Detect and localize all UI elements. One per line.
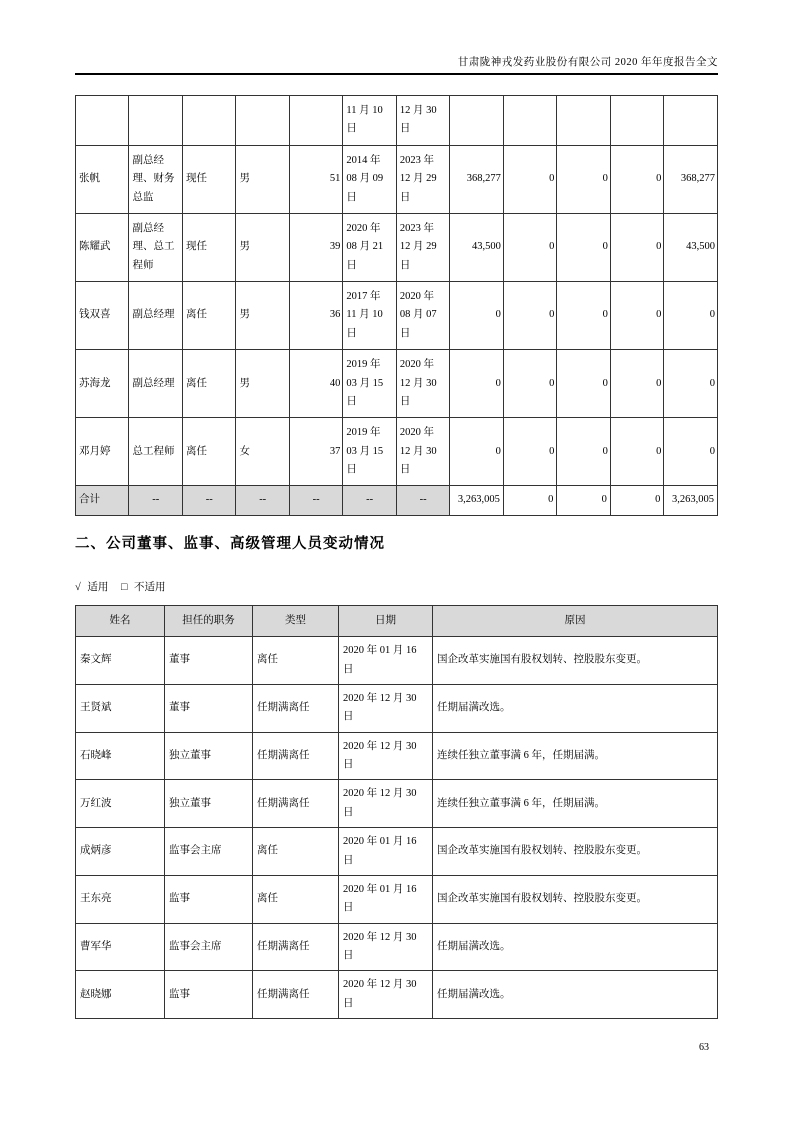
section-heading: 二、公司董事、监事、高级管理人员变动情况: [75, 535, 385, 552]
checkbox-empty-icon: □: [121, 581, 128, 593]
table-cell: 0: [503, 213, 556, 281]
table-cell: 国企改革实施国有股权划转、控股股东变更。: [433, 875, 718, 923]
table-cell: [450, 96, 503, 146]
table-cell: 37: [289, 418, 342, 486]
table-cell: 监事: [165, 971, 253, 1019]
not-applicable-label: 不适用: [133, 581, 166, 593]
table-cell: 0: [503, 282, 556, 350]
table-row: [76, 875, 718, 923]
table-cell: 离任: [182, 282, 235, 350]
table-cell: 0: [503, 418, 556, 486]
remuneration-rows-body: [76, 145, 718, 486]
table-cell: 离任: [253, 637, 339, 685]
table-cell: 独立董事: [165, 732, 253, 780]
table-cell: 0: [610, 418, 663, 486]
table-cell: [557, 96, 610, 146]
applicability-line: [75, 579, 718, 594]
table-cell: 3,263,005: [450, 486, 503, 515]
table-cell: 监事会主席: [165, 828, 253, 876]
table-cell: 0: [610, 350, 663, 418]
table-cell: 副总经理: [129, 282, 182, 350]
table-cell: --: [236, 486, 289, 515]
table-cell: 王东亮: [76, 875, 165, 923]
table-cell: 0: [610, 486, 663, 515]
table-cell: 0: [557, 418, 610, 486]
table-row: [76, 637, 718, 685]
table-cell: 0: [450, 418, 503, 486]
table-cell: 2020 年 12 月 30 日: [339, 923, 433, 971]
table-cell: 36: [289, 282, 342, 350]
table-cell: 0: [610, 145, 663, 213]
table-cell: 2020 年 01 月 16 日: [339, 828, 433, 876]
table-cell: 男: [236, 213, 289, 281]
table-cell: 国企改革实施国有股权划转、控股股东变更。: [433, 828, 718, 876]
table-cell: 离任: [182, 350, 235, 418]
table-cell: 0: [557, 213, 610, 281]
table-cell: [182, 96, 235, 146]
table-cell: 任期满离任: [253, 732, 339, 780]
management-remuneration-table: [75, 95, 718, 516]
table-cell: 男: [236, 350, 289, 418]
table-cell: 男: [236, 282, 289, 350]
table-cell: 11 月 10 日: [343, 96, 396, 146]
table-cell: 2017 年 11 月 10 日: [343, 282, 396, 350]
table-cell: 0: [610, 213, 663, 281]
table-row: [76, 923, 718, 971]
table-cell: 12 月 30 日: [396, 96, 449, 146]
table-cell: 43,500: [450, 213, 503, 281]
report-header-title: 甘肃陇神戎发药业股份有限公司 2020 年年度报告全文: [75, 0, 718, 75]
table-cell: 0: [503, 486, 556, 515]
table-cell: 2023 年 12 月 29 日: [396, 213, 449, 281]
table-cell: 姓名: [76, 605, 165, 636]
table-row: [76, 828, 718, 876]
table-row: [76, 605, 718, 636]
table-cell: [610, 96, 663, 146]
table-row: [76, 732, 718, 780]
table-cell: 成炳彦: [76, 828, 165, 876]
table-cell: [503, 96, 556, 146]
table-cell: 苏海龙: [76, 350, 129, 418]
table-cell: 0: [503, 145, 556, 213]
table-row: [76, 282, 718, 350]
changes-table-body: [76, 637, 718, 1019]
table-cell: 2020 年 12 月 30 日: [339, 732, 433, 780]
table-cell: 2023 年 12 月 29 日: [396, 145, 449, 213]
table-cell: 2020 年 01 月 16 日: [339, 875, 433, 923]
carryover-row-body: [76, 96, 718, 146]
table-cell: 2019 年 03 月 15 日: [343, 350, 396, 418]
table-cell: 任期届满改选。: [433, 684, 718, 732]
table-cell: 监事会主席: [165, 923, 253, 971]
table-cell: 3,263,005: [664, 486, 718, 515]
table-row: [76, 486, 718, 515]
table-cell: 任期届满改选。: [433, 971, 718, 1019]
table-cell: 2020 年 12 月 30 日: [339, 780, 433, 828]
table-cell: 任期满离任: [253, 780, 339, 828]
table-cell: 合计: [76, 486, 129, 515]
table-row: [76, 350, 718, 418]
table-cell: --: [182, 486, 235, 515]
table-cell: 钱双喜: [76, 282, 129, 350]
table-cell: --: [343, 486, 396, 515]
table-cell: 监事: [165, 875, 253, 923]
table-row: [76, 418, 718, 486]
table-cell: 现任: [182, 213, 235, 281]
personnel-changes-table: [75, 605, 718, 1019]
table-cell: 副总经理: [129, 350, 182, 418]
table-cell: 2020 年 12 月 30 日: [339, 684, 433, 732]
table-row: [76, 971, 718, 1019]
remuneration-total-body: [76, 486, 718, 515]
table-cell: 秦文辉: [76, 637, 165, 685]
table-cell: 0: [557, 350, 610, 418]
table-cell: 连续任独立董事满 6 年，任期届满。: [433, 780, 718, 828]
table-cell: 任期满离任: [253, 684, 339, 732]
table-cell: 现任: [182, 145, 235, 213]
page-number: 63: [699, 1042, 709, 1053]
table-cell: 0: [664, 350, 718, 418]
table-cell: 离任: [253, 828, 339, 876]
changes-table-header: [76, 605, 718, 636]
check-mark-icon: √: [75, 581, 81, 593]
table-cell: 0: [610, 282, 663, 350]
table-cell: 2020 年 08 月 07 日: [396, 282, 449, 350]
table-row: [76, 96, 718, 146]
table-cell: 曹军华: [76, 923, 165, 971]
table-cell: 0: [557, 282, 610, 350]
table-cell: 王贤斌: [76, 684, 165, 732]
table-cell: 日期: [339, 605, 433, 636]
table-cell: 张帆: [76, 145, 129, 213]
table-cell: 担任的职务: [165, 605, 253, 636]
table-cell: 万红波: [76, 780, 165, 828]
table-cell: 男: [236, 145, 289, 213]
table-cell: 类型: [253, 605, 339, 636]
table-cell: 368,277: [664, 145, 718, 213]
table-cell: 368,277: [450, 145, 503, 213]
table-row: [76, 213, 718, 281]
table-cell: 2020 年 12 月 30 日: [396, 350, 449, 418]
table-cell: --: [129, 486, 182, 515]
table-cell: 0: [664, 418, 718, 486]
table-cell: 副总经理、财务总监: [129, 145, 182, 213]
table-cell: 邓月婷: [76, 418, 129, 486]
table-cell: 2014 年 08 月 09 日: [343, 145, 396, 213]
table-cell: 董事: [165, 637, 253, 685]
table-cell: 2020 年 12 月 30 日: [339, 971, 433, 1019]
table-cell: 0: [664, 282, 718, 350]
table-row: [76, 684, 718, 732]
table-cell: 39: [289, 213, 342, 281]
table-cell: 石晓峰: [76, 732, 165, 780]
table-cell: 任期满离任: [253, 971, 339, 1019]
table-cell: --: [396, 486, 449, 515]
table-cell: 2020 年 01 月 16 日: [339, 637, 433, 685]
table-cell: 0: [503, 350, 556, 418]
table-cell: 0: [450, 282, 503, 350]
table-cell: [664, 96, 718, 146]
table-row: [76, 145, 718, 213]
table-cell: --: [289, 486, 342, 515]
table-cell: 2020 年 12 月 30 日: [396, 418, 449, 486]
table-cell: 陈耀武: [76, 213, 129, 281]
page-content: [75, 0, 718, 1019]
table-cell: [76, 96, 129, 146]
table-cell: 40: [289, 350, 342, 418]
table-cell: 43,500: [664, 213, 718, 281]
table-cell: 离任: [253, 875, 339, 923]
table-cell: 女: [236, 418, 289, 486]
table-cell: 副总经理、总工程师: [129, 213, 182, 281]
table-row: [76, 780, 718, 828]
table-cell: 国企改革实施国有股权划转、控股股东变更。: [433, 637, 718, 685]
table-cell: 0: [557, 145, 610, 213]
table-cell: 2020 年 08 月 21 日: [343, 213, 396, 281]
table-cell: [289, 96, 342, 146]
table-cell: 任期届满改选。: [433, 923, 718, 971]
table-cell: 离任: [182, 418, 235, 486]
table-cell: 原因: [433, 605, 718, 636]
table-cell: [129, 96, 182, 146]
applicable-label: 适用: [87, 581, 109, 593]
table-cell: 独立董事: [165, 780, 253, 828]
table-cell: 董事: [165, 684, 253, 732]
table-cell: 连续任独立董事满 6 年，任期届满。: [433, 732, 718, 780]
table-cell: 51: [289, 145, 342, 213]
table-cell: 赵晓娜: [76, 971, 165, 1019]
table-cell: 0: [450, 350, 503, 418]
table-cell: [236, 96, 289, 146]
table-cell: 总工程师: [129, 418, 182, 486]
table-cell: 0: [557, 486, 610, 515]
table-cell: 任期满离任: [253, 923, 339, 971]
table-cell: 2019 年 03 月 15 日: [343, 418, 396, 486]
